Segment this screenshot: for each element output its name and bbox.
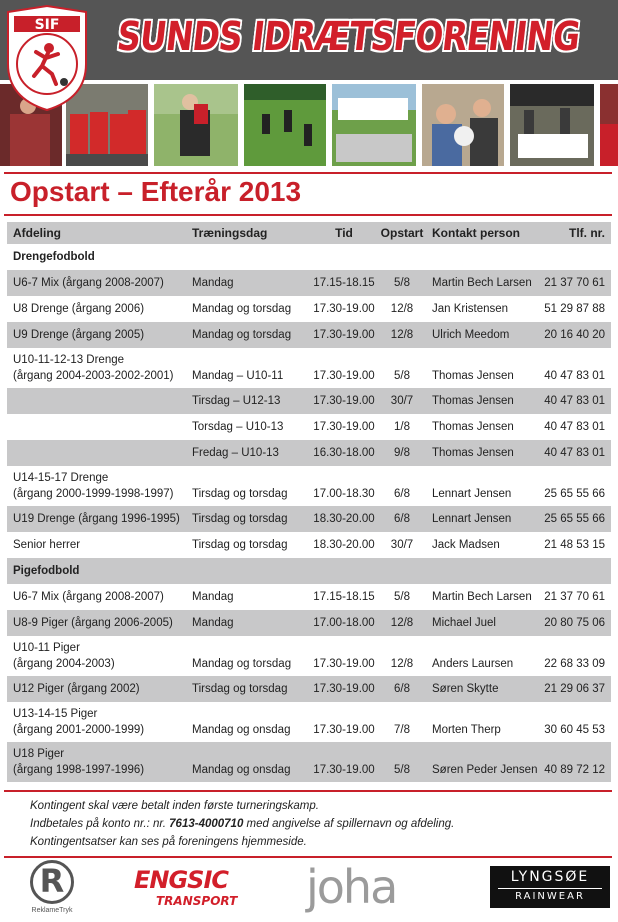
cell-traeningsdag: Tirsdag og torsdag	[192, 513, 288, 525]
table-header	[7, 222, 611, 244]
cell-opstart: 5/8	[394, 764, 410, 776]
cell-tid: 17.00-18.00	[313, 617, 375, 629]
title-rule-bottom	[4, 214, 612, 216]
cell-traeningsdag: Torsdag – U10-13	[192, 421, 284, 433]
cell-afdeling: U19 Drenge (årgang 1996-1995)	[13, 513, 180, 525]
reklametryk-name: ReklameTryk	[31, 907, 73, 914]
cell-tlf: 30 60 45 53	[544, 724, 605, 736]
table-row	[7, 388, 611, 414]
cell-tlf: 40 47 83 01	[544, 421, 605, 433]
cell-opstart: 12/8	[390, 617, 414, 629]
cell-kontakt: Michael Juel	[432, 617, 496, 629]
payment-notes	[30, 797, 454, 851]
footer-rule	[4, 856, 612, 858]
cell-tid: 17.30-19.00	[313, 329, 375, 341]
cell-tid: 17.00-18.30	[313, 488, 375, 500]
cell-tlf: 51 29 87 88	[544, 303, 605, 315]
cell-afdeling: U8 Drenge (årgang 2006)	[13, 303, 145, 315]
cell-kontakt: Thomas Jensen	[432, 395, 514, 407]
cell-afdeling: U6-7 Mix (årgang 2008-2007)	[13, 591, 164, 603]
page-title: Opstart – Efterår 2013	[10, 176, 302, 207]
reklametryk-mark: R	[39, 862, 65, 900]
account-number: 7613-4000710	[169, 818, 244, 830]
table-row	[7, 584, 611, 610]
section-girls-label: Pigefodbold	[13, 565, 80, 577]
table-row	[7, 610, 611, 636]
cell-traeningsdag: Mandag og torsdag	[192, 329, 292, 341]
cell-traeningsdag: Tirsdag og torsdag	[192, 539, 288, 551]
cell-tlf: 40 89 72 12	[544, 764, 605, 776]
cell-kontakt: Anders Laursen	[432, 658, 514, 670]
cell-tlf: 20 80 75 06	[544, 617, 605, 629]
cell-tid: 17.30-19.00	[313, 764, 375, 776]
cell-afdeling: U12 Piger (årgang 2002)	[13, 683, 140, 695]
cell-opstart: 9/8	[394, 447, 410, 459]
photo-piggyback	[154, 84, 238, 166]
cell-traeningsdag: Tirsdag og torsdag	[192, 488, 288, 500]
table-rule-bottom	[4, 790, 612, 792]
note-line-2-prefix: Indbetales på konto nr.: nr.	[30, 818, 170, 830]
table-row	[7, 702, 611, 742]
sponsor-reklametryk	[24, 860, 80, 920]
col-tid: Tid	[335, 226, 353, 240]
cell-tid: 17.30-19.00	[313, 724, 375, 736]
engsic-name: ENGSIC	[134, 866, 229, 894]
cell-tlf: 40 47 83 01	[544, 395, 605, 407]
cell-tid: 17.30-19.00	[313, 421, 375, 433]
photo-event-hall	[510, 84, 594, 166]
cell-traeningsdag: Mandag og torsdag	[192, 658, 292, 670]
cell-opstart: 5/8	[394, 370, 410, 382]
cell-opstart: 5/8	[394, 277, 410, 289]
cell-kontakt: Ulrich Meedom	[432, 329, 510, 341]
lyngsoe-name: LYNGSØE	[510, 869, 590, 885]
cell-afdeling: U10-11 Piger (årgang 2004-2003)	[13, 642, 115, 670]
cell-traeningsdag: Tirsdag – U12-13	[192, 395, 281, 407]
table-row	[7, 440, 611, 466]
cell-afdeling: U18 Piger (årgang 1998-1997-1996)	[13, 748, 145, 776]
cell-tlf: 21 29 06 37	[544, 683, 605, 695]
cell-tid: 18.30-20.00	[313, 513, 375, 525]
cell-traeningsdag: Mandag	[192, 277, 234, 289]
sponsor-lyngsoe	[490, 866, 610, 908]
cell-tlf: 21 37 70 61	[544, 591, 605, 603]
table-row	[7, 296, 611, 322]
cell-tlf: 25 65 55 66	[544, 513, 605, 525]
cell-tid: 17.15-18.15	[313, 591, 375, 603]
cell-kontakt: Martin Bech Larsen	[432, 591, 532, 603]
photo-party	[332, 84, 416, 166]
cell-tlf: 40 47 83 01	[544, 447, 605, 459]
cell-opstart: 12/8	[390, 303, 414, 315]
cell-kontakt: Martin Bech Larsen	[432, 277, 532, 289]
club-name: SUNDS IDRÆTSFORENING	[114, 14, 582, 60]
table-row	[7, 414, 611, 440]
lyngsoe-rainwear: RAINWEAR	[515, 891, 585, 902]
engsic-transport: TRANSPORT	[156, 894, 238, 908]
cell-kontakt: Jan Kristensen	[432, 303, 509, 315]
cell-traeningsdag: Mandag og onsdag	[192, 724, 291, 736]
cell-kontakt: Thomas Jensen	[432, 370, 514, 382]
col-afdeling: Afdeling	[13, 226, 61, 240]
cell-traeningsdag: Mandag og onsdag	[192, 764, 291, 776]
cell-traeningsdag: Mandag og torsdag	[192, 303, 292, 315]
cell-traeningsdag: Mandag	[192, 617, 234, 629]
cell-afdeling: U10-11-12-13 Drenge (årgang 2004-2003-2002-2001)	[13, 354, 174, 382]
cell-tid: 17.30-19.00	[313, 658, 375, 670]
photo-flowers	[422, 84, 504, 166]
table-row	[7, 636, 611, 676]
photo-strip	[0, 84, 618, 166]
cell-tid: 16.30-18.00	[313, 447, 375, 459]
note-line-2-suffix: med angivelse af spillernavn og afdeling.	[243, 818, 455, 830]
table-row	[7, 676, 611, 702]
col-kontakt: Kontakt person	[432, 226, 521, 240]
cell-afdeling: U8-9 Piger (årgang 2006-2005)	[13, 617, 173, 629]
cell-opstart: 12/8	[390, 329, 414, 341]
cell-kontakt: Morten Therp	[432, 724, 501, 736]
cell-tlf: 22 68 33 09	[544, 658, 605, 670]
schedule-table	[7, 222, 611, 782]
cell-traeningsdag: Fredag – U10-13	[192, 447, 279, 459]
club-logo	[2, 2, 92, 112]
table-row	[7, 270, 611, 296]
cell-kontakt: Søren Skytte	[432, 683, 499, 695]
cell-tlf: 25 65 55 66	[544, 488, 605, 500]
cell-tlf: 21 37 70 61	[544, 277, 605, 289]
note-line-3: Kontingentsatser kan ses på foreningens hjemmeside.	[30, 836, 307, 848]
table-row	[7, 466, 611, 506]
cell-opstart: 5/8	[394, 591, 410, 603]
table-row	[7, 322, 611, 348]
logo-abbr: SIF	[34, 17, 60, 33]
table-row	[7, 532, 611, 558]
cell-kontakt: Jack Madsen	[432, 539, 500, 551]
cell-opstart: 7/8	[394, 724, 410, 736]
lyngsoe-divider	[498, 888, 602, 889]
col-traeningsdag: Træningsdag	[192, 226, 268, 240]
cell-tid: 17.30-19.00	[313, 395, 375, 407]
cell-tid: 17.15-18.15	[313, 277, 375, 289]
cell-opstart: 6/8	[394, 513, 410, 525]
title-rule-top	[4, 172, 612, 174]
cell-tlf: 40 47 83 01	[544, 370, 605, 382]
cell-tid: 18.30-20.00	[313, 539, 375, 551]
cell-kontakt: Thomas Jensen	[432, 447, 514, 459]
cell-opstart: 30/7	[390, 539, 414, 551]
cell-tlf: 20 16 40 20	[544, 329, 605, 341]
cell-kontakt: Søren Peder Jensen	[432, 764, 538, 776]
sponsor-joha: joha	[306, 860, 397, 914]
cell-opstart: 6/8	[394, 488, 410, 500]
table-row	[7, 348, 611, 388]
sponsor-engsic	[134, 866, 244, 912]
table-row	[7, 742, 611, 782]
cell-opstart: 1/8	[394, 421, 410, 433]
note-line-1: Kontingent skal være betalt inden første turneringskamp.	[30, 800, 319, 812]
cell-afdeling: Senior herrer	[13, 539, 81, 551]
photo-training-field	[244, 84, 326, 166]
cell-tid: 17.30-19.00	[313, 683, 375, 695]
cell-opstart: 6/8	[394, 683, 410, 695]
cell-afdeling: U14-15-17 Drenge (årgang 2000-1999-1998-1997)	[13, 472, 174, 500]
cell-traeningsdag: Mandag – U10-11	[192, 370, 284, 382]
cell-opstart: 30/7	[390, 395, 414, 407]
cell-afdeling: U13-14-15 Piger (årgang 2001-2000-1999)	[13, 708, 145, 736]
section-boys	[7, 244, 611, 270]
cell-afdeling: U9 Drenge (årgang 2005)	[13, 329, 145, 341]
col-opstart: Opstart	[380, 226, 424, 240]
cell-tid: 17.30-19.00	[313, 370, 375, 382]
col-tlf: Tlf. nr.	[569, 226, 605, 240]
note-line-2	[30, 815, 454, 833]
cell-traeningsdag: Tirsdag og torsdag	[192, 683, 288, 695]
photo-edge	[600, 84, 618, 166]
cell-kontakt: Lennart Jensen	[432, 488, 512, 500]
cell-tlf: 21 48 53 15	[544, 539, 605, 551]
cell-traeningsdag: Mandag	[192, 591, 234, 603]
table-row	[7, 506, 611, 532]
cell-opstart: 12/8	[390, 658, 414, 670]
cell-tid: 17.30-19.00	[313, 303, 375, 315]
cell-afdeling: U6-7 Mix (årgang 2008-2007)	[13, 277, 164, 289]
cell-kontakt: Thomas Jensen	[432, 421, 514, 433]
cell-kontakt: Lennart Jensen	[432, 513, 512, 525]
section-boys-label: Drengefodbold	[13, 251, 95, 263]
section-girls	[7, 558, 611, 584]
